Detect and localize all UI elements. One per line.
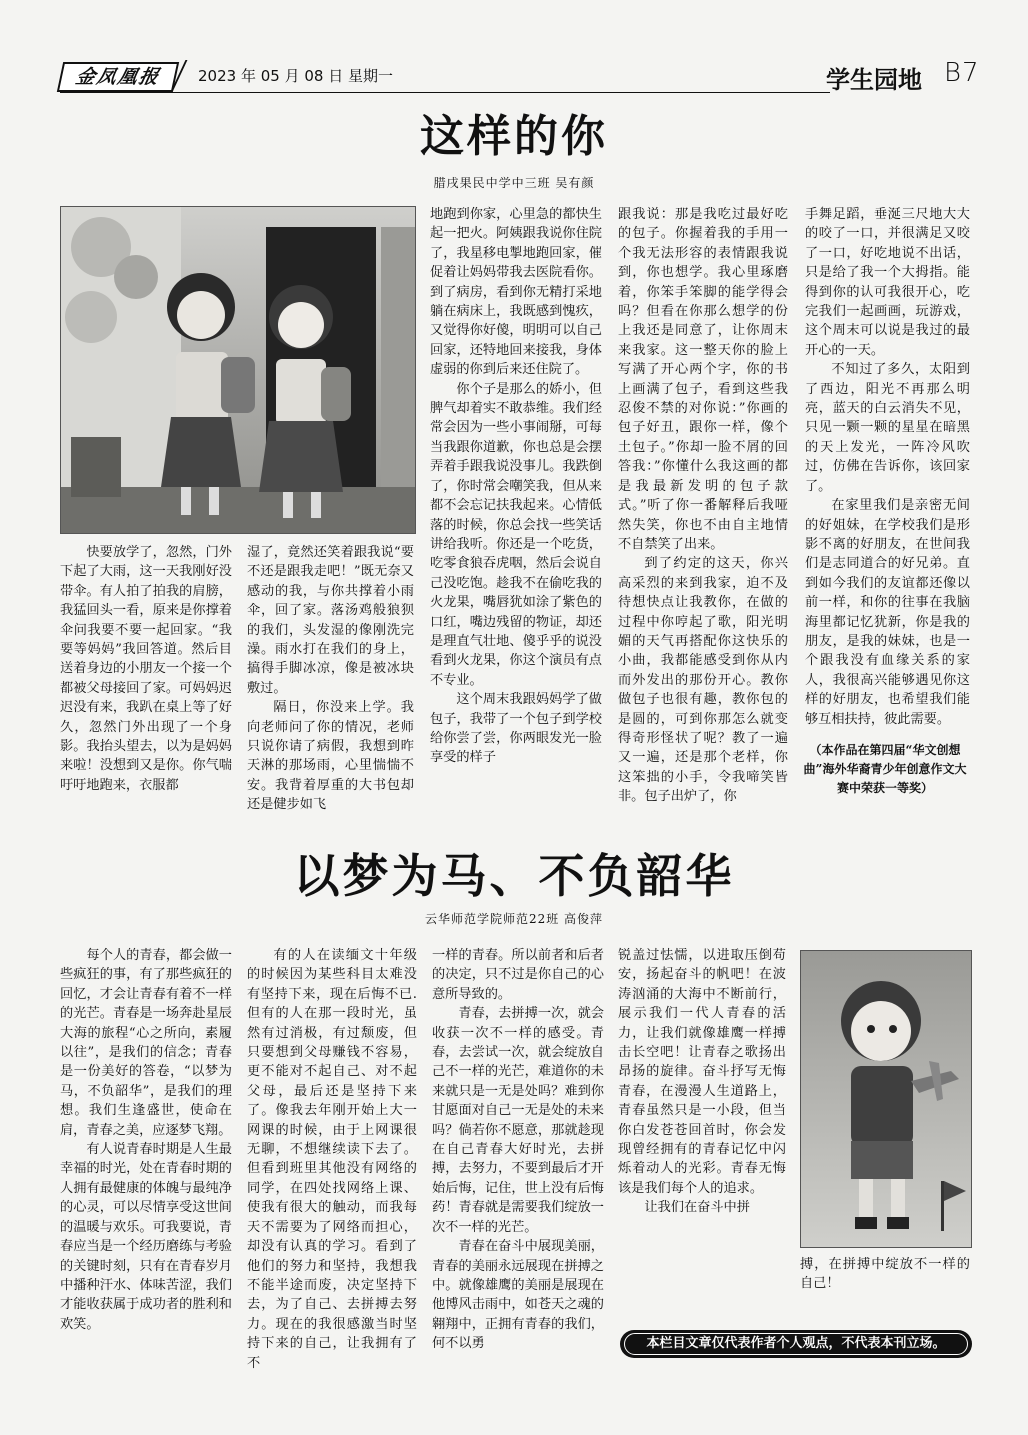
paragraph: 搏，在拼搏中绽放不一样的自己！ xyxy=(800,1257,970,1292)
two-girls-illustration xyxy=(60,206,416,534)
article2-column-4 xyxy=(618,946,786,1218)
paragraph: 在家里我们是亲密无间的好姐妹，在学校我们是形影不离的好朋友，在世间我们是志同道合的好兄弟。直到如今我们的友谊都还像以前一样，和你的往事在我脑海里都记忆犹新，你是我的朋友，是我的妹妹，也是一个跟我没有血缘关系的家人，我很高兴能够遇见你这样的好朋友，也希望我们能够互相扶持，彼此需要。 xyxy=(805,498,970,727)
paragraph: 地跑到你家，心里急的都快生起一把火。阿姨跟我说你住院了，我星移电掣地跑回家，催促着让妈妈带我去医院看你。到了病房，看到你无精打采地躺在病床上，我既感到愧疚，又觉得你好傻，明明可以自己回家，还特地回来接我，身体虚弱的你到后来还住院了。 xyxy=(430,207,602,378)
article2-column-5 xyxy=(800,1255,970,1294)
disclaimer-banner xyxy=(620,1330,972,1358)
award-note: （本作品在第四届“华文创想曲”海外华裔青少年创意作文大赛中荣获一等奖） xyxy=(803,743,967,795)
disclaimer-text: 本栏目文章仅代表作者个人观点，不代表本刊立场。 xyxy=(646,1336,946,1351)
page-number: B7 xyxy=(944,58,980,88)
article2-column-1 xyxy=(60,946,232,1334)
paragraph: 湿了，竟然还笑着跟我说“要不还是跟我走吧！”既无奈又感动的我，与你共撑着小雨伞，回了家。落汤鸡般狼狈的我们，头发湿的像刚洗完澡。雨水打在我们的身上，搞得手脚冰凉，像是被冰块敷过。 xyxy=(247,545,414,696)
article2-title: 以梦为马、不负韶华 xyxy=(293,849,735,903)
paragraph: 你个子是那么的娇小，但脾气却着实不敢恭维。我们经常会因为一些小事闹掰，可每当我跟你道歉，你也总是会摆弄着手跟我说没事儿。我跌倒了，你时常会嘲笑我，但从来都不会忘记扶我起来。心情低落的时候，你总会找一些笑话讲给我听。你还是一个吃货，吃零食狼吞虎咽，然后会说自己没吃饱。趁我不在偷吃我的火龙果，嘴唇犹如涂了紫色的口红，嘴边残留的物证，却还是理直气壮地、傻乎乎的说没看到火龙果，你这个演员有点不专业。 xyxy=(430,381,602,688)
article2-column-3 xyxy=(432,946,604,1354)
article1-title: 这样的你 xyxy=(420,111,608,162)
article2-byline: 云华师范学院师范22班 高俊萍 xyxy=(424,912,604,926)
paragraph: 跟我说：那是我吃过最好吃的包子。你握着我的手用一个我无法形容的表情跟我说到，你也想学。我心里琢磨着，你笨手笨脚的能学得会吗？但看在你那么想学的份上我还是同意了，让你周末来我家。这一整天你的脸上写满了开心两个字，你的书上画满了包子，看到这些我忍俊不禁的对你说：”你画的包子好丑，跟你一样，像个土包子。”你却一脸不屑的回答我：”你懂什么我这画的都是我最新发明的包子款式。”听了你一番解释后我哑然失笑，你也不由自主地情不自禁笑了出来。 xyxy=(618,207,788,552)
article1-column-2 xyxy=(247,543,414,815)
paragraph: 有的人在读缅文十年级的时候因为某些科目太难没有坚持下来，现在后悔不已.但有的人在那一段时光，虽然有过消极，有过颓废，但只要想到父母赚钱不容易，更不能对不起自己、对不起父母，最后还是坚持下来了。像我去年刚开始上大一网课的时候，由于上网课很无聊，不想继续读下去了。但看到班里其他没有网络的同学，在四处找网络上课、使我有很大的触动，而我每天不需要为了网络而担心，却没有认真的学习。看到了他们的努力和坚持，我想我不能半途而废，决定坚持下去，为了自己、去拼搏去努力。现在的我很感激当时坚持下来的自己，让我拥有了不 xyxy=(247,948,417,1371)
paragraph: 有人说青春时期是人生最幸福的时光，处在青春时期的人拥有最健康的体魄与最纯净的心灵，可以尽情享受这世间的温暖与欢乐。可我要说，青春应当是一个经历磨练与考验的关键时刻，只有在青春岁月中播种汗水、体味苦涩，我们才能收获属于成功者的胜利和欢笑。 xyxy=(60,1142,232,1332)
article1-column-5 xyxy=(805,205,970,729)
issue-date: 2023 年 05 月 08 日 星期一 xyxy=(198,67,393,85)
article1-column-1 xyxy=(60,543,232,795)
article2-column-2 xyxy=(247,946,417,1373)
section-name: 学生园地 xyxy=(826,66,922,94)
paragraph: 青春在奋斗中展现美丽，青春的美丽永远展现在拼搏之中。就像雄鹰的美丽是展现在他博风击雨中，如苍天之魂的翱翔中，正拥有青春的我们，何不以勇 xyxy=(432,1239,604,1352)
paragraph: 不知过了多久，太阳到了西边，阳光不再那么明亮，蓝天的白云消失不见，只见一颗一颗的星星在暗黑的天上发光，一阵冷风吹过，仿佛在告诉你，该回家了。 xyxy=(805,362,970,494)
paragraph: 让我们在奋斗中拼 xyxy=(644,1200,750,1216)
paragraph: 这个周末我跟妈妈学了做包子，我带了一个包子到学校给你尝了尝，你两眼发光一脸享受的样子 xyxy=(430,692,602,766)
article1-column-4 xyxy=(618,205,788,807)
newspaper-logo: 金凤凰报 xyxy=(57,62,179,92)
paragraph: 隔日，你没来上学。我向老师问了你的情况，老师只说你请了病假，我想到昨天淋的那场雨，心里惴惴不安。我背着厚重的大书包却还是健步如飞 xyxy=(247,700,414,813)
paragraph: 每个人的青春，都会做一些疯狂的事，有了那些疯狂的回忆，才会让青春有着不一样的光芒。青春是一场奔赴星辰大海的旅程“心之所向，素履以往”，是我们的信念；青春是一份美好的答卷，“以梦为马，不负韶华”，是我们的理想。我们生逢盛世，使命在肩，青春之美，应逐梦飞翔。 xyxy=(60,948,232,1138)
paragraph: 到了约定的这天，你兴高采烈的来到我家，迫不及待想快点让我教你，在做的过程中你哼起了歌，阳光明媚的天气再搭配你这快乐的小曲，我都能感受到你从内而外发出的那份开心。教你做包子也很有趣，教你包的是圆的，可到你那怎么就变得奇形怪状了呢？教了一遍又一遍，还是那个老样，你这笨拙的小手，令我啼笑皆非。包子出炉了，你 xyxy=(618,556,788,805)
boy-with-plane-illustration xyxy=(800,950,972,1248)
article1-byline: 腊戌果民中学中三班 吴有颜 xyxy=(433,176,595,190)
paragraph: 锐盖过怯懦，以进取压倒苟安，扬起奋斗的帆吧！在波涛汹涌的大海中不断前行，展示我们一代人青春的活力，让我们就像雄鹰一样搏击长空吧！让青春之歌扬出昂扬的旋律。奋斗抒写无悔青春，在漫漫人生道路上，青春虽然只是一小段，但当你白发苍苍回首时，你会发现曾经拥有的青春记忆中闪烁着动人的光彩。青春无悔该是我们每个人的追求。 xyxy=(618,948,786,1196)
header-rule xyxy=(60,92,830,93)
article1-column-3 xyxy=(430,205,602,768)
paragraph: 一样的青春。所以前者和后者的决定，只不过是你自己的心意所导致的。 xyxy=(432,948,604,1002)
paragraph: 青春，去拼搏一次，就会收获一次不一样的感受。青春，去尝试一次，就会绽放自己不一样的光芒，难道你的未来就只是一无是处吗？难到你甘愿面对自己一无是处的未来吗？倘若你不愿意，那就趁现在自己青春大好时光，去拼搏，去努力，不要到最后才开始后悔，记住，世上没有后悔药！青春就是需要我们绽放一次不一样的光芒。 xyxy=(432,1006,604,1235)
paragraph: 手舞足蹈，垂涎三尺地大大的咬了一口，并很满足又咬了一口，好吃地说不出话，只是给了我一个大拇指。能得到你的认可我很开心，吃完我们一起画画，玩游戏，这个周末可以说是我过的最开心的一天。 xyxy=(805,207,970,358)
paragraph: 快要放学了，忽然，门外下起了大雨，这一天我刚好没带伞。有人拍了拍我的肩膀，我猛回头一看，原来是你撑着伞问我要不要一起回家。“我要等妈妈”我回答道。然后目送着身边的小朋友一个接一个都被父母接回了家。可妈妈迟迟没有来，我趴在桌上等了好久，忽然门外出现了一个身影。我抬头望去，以为是妈妈来啦！没想到又是你。你气喘吁吁地跑来，衣服都 xyxy=(60,545,232,793)
